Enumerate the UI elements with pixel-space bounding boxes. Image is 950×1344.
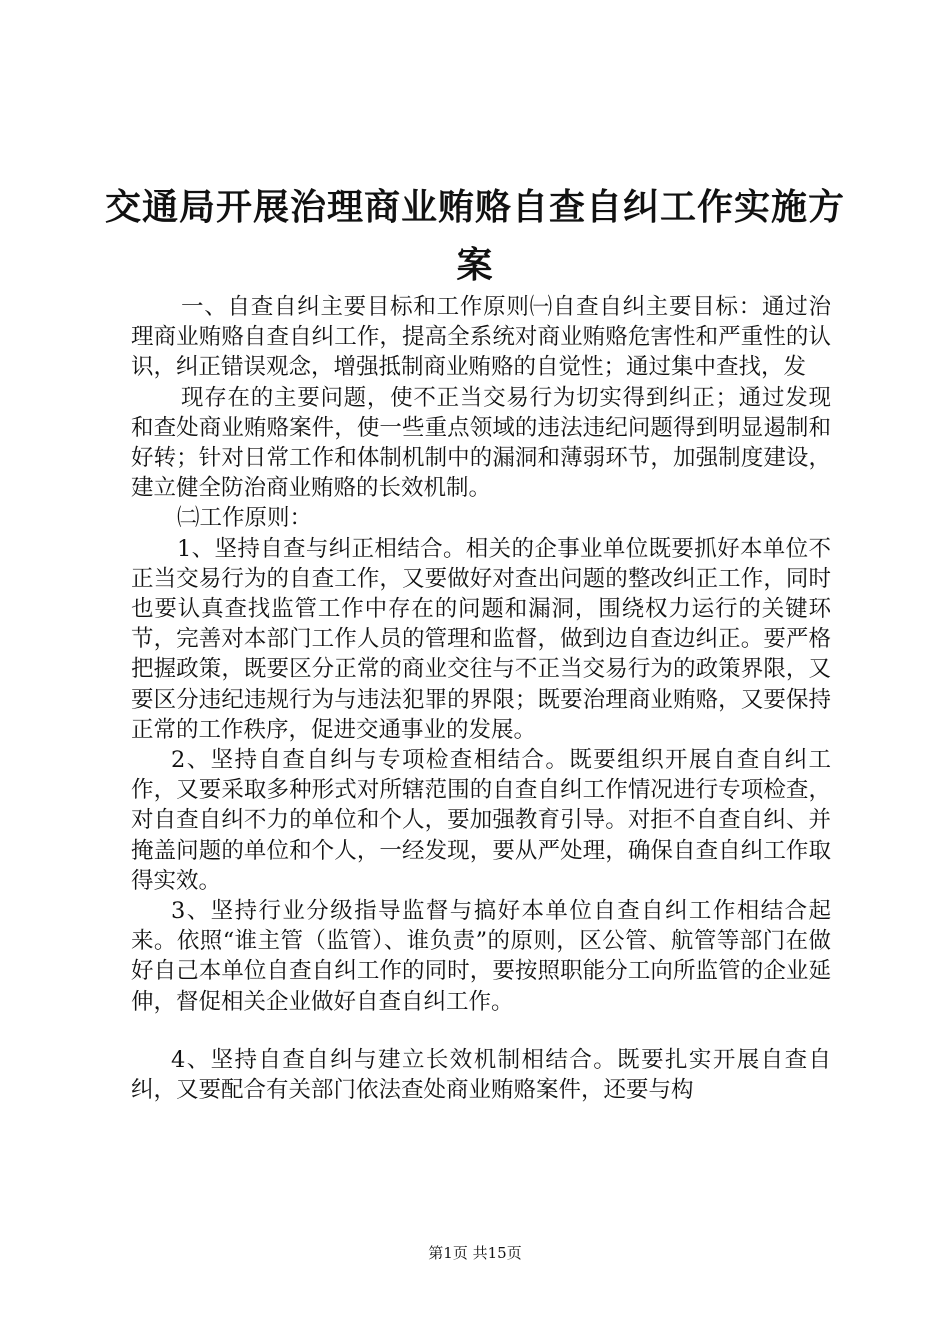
paragraph-goals-continued: 现存在的主要问题，使不正当交易行为切实得到纠正；通过发现和查处商业贿赂案件，使一些重点领域的违法违纪问题得到明显遏制和好转；针对日常工作和体制机制中的漏洞和薄弱环节，加强制度建设，建立健全防治商业贿赂的长效机制。	[131, 384, 831, 502]
document-body	[131, 292, 831, 1105]
paragraph-principle-1: 1、坚持自查与纠正相结合。相关的企事业单位既要抓好本单位不正当交易行为的自查工作，又要做好对查出问题的整改纠正工作，同时也要认真查找监管工作中存在的问题和漏洞，围绕权力运行的关键环节，完善对本部门工作人员的管理和监督，做到边自查边纠正。要严格把握政策，既要区分正常的商业交往与不正当交易行为的政策界限，又要区分违纪违规行为与违法犯罪的界限；既要治理商业贿赂，又要保持正常的工作秩序，促进交通事业的发展。	[131, 535, 831, 743]
paragraph-principle-3: 3、坚持行业分级指导监督与搞好本单位自查自纠工作相结合起来。依照“谁主管（监管）、谁负责”的原则，区公管、航管等部门在做好自己本单位自查自纠工作的同时，要按照职能分工向所监管的企业延伸，督促相关企业做好自查自纠工作。	[131, 898, 831, 1015]
page-number-footer: 第1页 共15页	[428, 1244, 522, 1262]
paragraph-goals: 一、自查自纠主要目标和工作原则㈠自查自纠主要目标：通过治理商业贿赂自查自纠工作，提高全系统对商业贿赂危害性和严重性的认识，纠正错误观念，增强抵制商业贿赂的自觉性；通过集中查找，发	[131, 294, 831, 381]
document-title: 交通局开展治理商业贿赂自查自纠工作实施方案	[104, 186, 845, 286]
paragraph-gap	[131, 1017, 831, 1045]
paragraph-principle-2: 2、坚持自查自纠与专项检查相结合。既要组织开展自查自纠工作，又要采取多种形式对所辖范围的自查自纠工作情况进行专项检查，对自查自纠不力的单位和个人，要加强教育引导。对拒不自查自纠、并掩盖问题的单位和个人，一经发现，要从严处理，确保自查自纠工作取得实效。	[131, 747, 831, 894]
paragraph-principles-heading: ㈡工作原则：	[177, 505, 313, 532]
paragraph-principle-4: 4、坚持自查自纠与建立长效机制相结合。既要扎实开展自查自纠，又要配合有关部门依法查处商业贿赂案件，还要与构	[131, 1046, 831, 1104]
